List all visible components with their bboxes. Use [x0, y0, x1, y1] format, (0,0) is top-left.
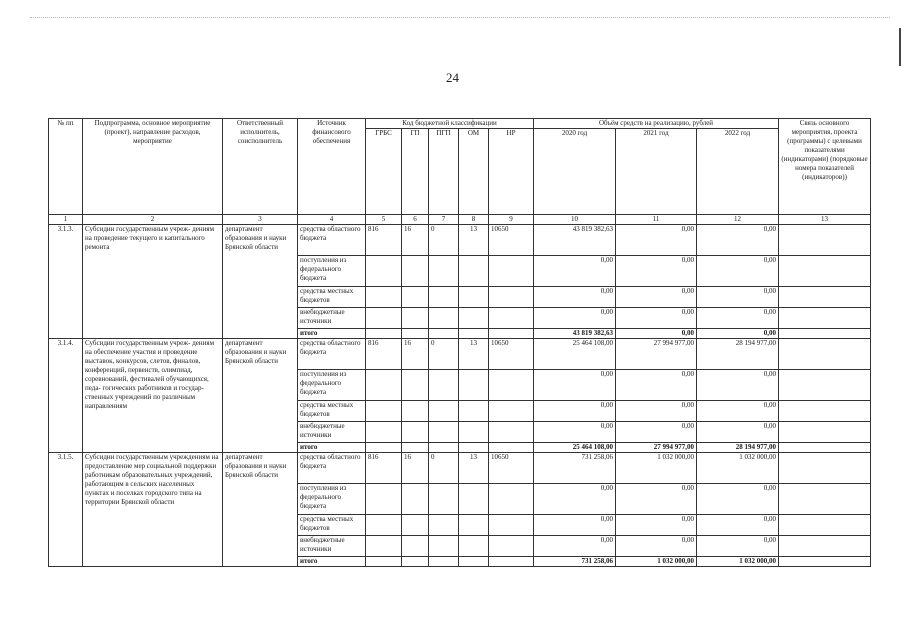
amount-2020: 0,00	[534, 422, 616, 443]
code-pgp: 0	[429, 225, 459, 256]
indicator-link	[779, 453, 871, 484]
source-row	[49, 453, 871, 484]
code-empty	[366, 370, 402, 401]
code-empty	[366, 536, 402, 557]
code-empty	[459, 515, 489, 536]
column-number: 13	[779, 215, 871, 225]
code-gp: 16	[402, 453, 429, 484]
funding-source: средства областного бюджета	[298, 225, 366, 256]
code-empty	[489, 256, 534, 287]
column-number: 1	[49, 215, 83, 225]
code-empty	[402, 370, 429, 401]
funding-source: итого	[298, 443, 366, 453]
code-empty	[402, 515, 429, 536]
header-row	[49, 119, 871, 129]
amount-2022: 28 194 977,00	[697, 339, 779, 370]
header-year-2021: 2021 год	[616, 129, 697, 215]
code-empty	[429, 287, 459, 308]
code-empty	[402, 401, 429, 422]
source-row	[49, 339, 871, 370]
indicator-link	[779, 339, 871, 370]
funding-source: поступления из федерального бюджета	[298, 484, 366, 515]
amount-2020: 0,00	[534, 370, 616, 401]
indicator-link	[779, 401, 871, 422]
code-empty	[489, 370, 534, 401]
code-empty	[459, 401, 489, 422]
code-nr: 10650	[489, 453, 534, 484]
code-empty	[402, 308, 429, 329]
scan-artifact-line	[30, 17, 890, 18]
indicator-link	[779, 287, 871, 308]
funding-source: поступления из федерального бюджета	[298, 370, 366, 401]
funding-source: поступления из федерального бюджета	[298, 256, 366, 287]
column-number: 9	[489, 215, 534, 225]
column-number: 6	[402, 215, 429, 225]
code-om: 13	[459, 225, 489, 256]
header-link: Связь основного мероприятия, проекта (программы) с целевыми показателями (индикаторами) (порядковые номера показателей (индикаторов))	[779, 119, 871, 215]
code-grbs: 816	[366, 339, 402, 370]
amount-2020: 0,00	[534, 401, 616, 422]
amount-2020: 43 819 382,63	[534, 329, 616, 339]
code-empty	[366, 422, 402, 443]
amount-2020: 0,00	[534, 287, 616, 308]
column-number: 12	[697, 215, 779, 225]
code-empty	[489, 484, 534, 515]
amount-2022: 0,00	[697, 329, 779, 339]
code-empty	[429, 536, 459, 557]
code-empty	[459, 536, 489, 557]
header-budget-code: Код бюджетной классификации	[366, 119, 534, 129]
amount-2021: 0,00	[616, 422, 697, 443]
code-empty	[429, 443, 459, 453]
column-number: 5	[366, 215, 402, 225]
amount-2022: 0,00	[697, 287, 779, 308]
budget-table	[48, 118, 871, 567]
amount-2022: 1 032 000,00	[697, 453, 779, 484]
code-empty	[459, 557, 489, 567]
code-empty	[489, 557, 534, 567]
funding-source: внебюджетные источники	[298, 536, 366, 557]
code-empty	[459, 329, 489, 339]
code-nr: 10650	[489, 339, 534, 370]
code-pgp: 0	[429, 339, 459, 370]
code-empty	[459, 484, 489, 515]
item-program: Субсидии государственным учреж- дениям на проведение текущего и капитального ремонта	[83, 225, 223, 339]
amount-2021: 1 032 000,00	[616, 557, 697, 567]
header-year-2022: 2022 год	[697, 129, 779, 215]
code-empty	[429, 484, 459, 515]
code-empty	[366, 401, 402, 422]
funding-source: внебюджетные источники	[298, 422, 366, 443]
amount-2022: 0,00	[697, 515, 779, 536]
code-empty	[366, 287, 402, 308]
code-empty	[429, 401, 459, 422]
amount-2021: 0,00	[616, 401, 697, 422]
column-number: 10	[534, 215, 616, 225]
funding-source: итого	[298, 329, 366, 339]
funding-source: внебюджетные источники	[298, 308, 366, 329]
item-program: Субсидии государственным учреж- дениям на обеспечение участия и проведение выставок, конкурсов, слетов, финалов, конференций, первенств, олимпиад, соревнований, фестивалей обучающихся, педа- гогических работников и государ- ственных учреждений по различным направлениям	[83, 339, 223, 453]
code-empty	[429, 370, 459, 401]
code-empty	[489, 422, 534, 443]
code-empty	[366, 256, 402, 287]
code-empty	[489, 287, 534, 308]
code-empty	[429, 557, 459, 567]
code-empty	[429, 256, 459, 287]
amount-2020: 731 258,06	[534, 453, 616, 484]
code-empty	[402, 443, 429, 453]
indicator-link	[779, 256, 871, 287]
column-number: 7	[429, 215, 459, 225]
code-empty	[489, 536, 534, 557]
code-empty	[366, 484, 402, 515]
amount-2020: 25 464 108,00	[534, 443, 616, 453]
amount-2022: 0,00	[697, 422, 779, 443]
code-empty	[402, 484, 429, 515]
code-empty	[429, 308, 459, 329]
code-empty	[366, 557, 402, 567]
funding-source: средства местных бюджетов	[298, 515, 366, 536]
amount-2020: 0,00	[534, 308, 616, 329]
code-empty	[402, 329, 429, 339]
code-gp: 16	[402, 339, 429, 370]
code-empty	[459, 287, 489, 308]
code-empty	[489, 515, 534, 536]
code-empty	[402, 256, 429, 287]
amount-2022: 0,00	[697, 225, 779, 256]
code-empty	[402, 287, 429, 308]
code-empty	[366, 443, 402, 453]
code-empty	[459, 422, 489, 443]
amount-2022: 1 032 000,00	[697, 557, 779, 567]
code-empty	[459, 443, 489, 453]
code-grbs: 816	[366, 225, 402, 256]
amount-2021: 0,00	[616, 329, 697, 339]
code-empty	[402, 422, 429, 443]
amount-2020: 0,00	[534, 256, 616, 287]
scan-edge-mark	[899, 28, 901, 66]
indicator-link	[779, 515, 871, 536]
header-responsible: Ответственный исполнитель, соисполнитель	[223, 119, 298, 215]
code-pgp: 0	[429, 453, 459, 484]
header-om: ОМ	[459, 129, 489, 215]
code-empty	[459, 370, 489, 401]
amount-2022: 0,00	[697, 308, 779, 329]
amount-2021: 0,00	[616, 308, 697, 329]
amount-2021: 27 994 977,00	[616, 443, 697, 453]
code-empty	[489, 401, 534, 422]
code-nr: 10650	[489, 225, 534, 256]
amount-2022: 0,00	[697, 401, 779, 422]
amount-2021: 0,00	[616, 370, 697, 401]
indicator-link	[779, 225, 871, 256]
indicator-link	[779, 557, 871, 567]
amount-2020: 731 258,06	[534, 557, 616, 567]
item-responsible: департамент образования и науки Брянской области	[223, 339, 298, 453]
code-gp: 16	[402, 225, 429, 256]
amount-2020: 43 819 382,63	[534, 225, 616, 256]
header-grbs: ГРБС	[366, 129, 402, 215]
item-number: 3.1.5.	[49, 453, 83, 567]
amount-2022: 0,00	[697, 256, 779, 287]
indicator-link	[779, 308, 871, 329]
code-empty	[489, 443, 534, 453]
code-grbs: 816	[366, 453, 402, 484]
code-empty	[459, 256, 489, 287]
column-number: 3	[223, 215, 298, 225]
amount-2022: 0,00	[697, 484, 779, 515]
item-responsible: департамент образования и науки Брянской области	[223, 453, 298, 567]
item-responsible: департамент образования и науки Брянской области	[223, 225, 298, 339]
amount-2021: 1 032 000,00	[616, 453, 697, 484]
code-empty	[489, 329, 534, 339]
amount-2021: 0,00	[616, 515, 697, 536]
code-empty	[402, 557, 429, 567]
amount-2021: 0,00	[616, 256, 697, 287]
funding-source: средства областного бюджета	[298, 453, 366, 484]
source-row	[49, 225, 871, 256]
amount-2021: 0,00	[616, 484, 697, 515]
indicator-link	[779, 329, 871, 339]
amount-2020: 25 464 108,00	[534, 339, 616, 370]
indicator-link	[779, 484, 871, 515]
indicator-link	[779, 422, 871, 443]
code-empty	[459, 308, 489, 329]
page-number: 24	[446, 70, 459, 85]
code-empty	[402, 536, 429, 557]
header-year-2020: 2020 год	[534, 129, 616, 215]
column-number: 2	[83, 215, 223, 225]
amount-2022: 28 194 977,00	[697, 443, 779, 453]
indicator-link	[779, 536, 871, 557]
funding-source: средства местных бюджетов	[298, 287, 366, 308]
header-nr: НР	[489, 129, 534, 215]
amount-2021: 0,00	[616, 287, 697, 308]
item-number: 3.1.3.	[49, 225, 83, 339]
header-source: Источник финансового обеспечения	[298, 119, 366, 215]
item-number: 3.1.4.	[49, 339, 83, 453]
amount-2022: 0,00	[697, 536, 779, 557]
code-empty	[489, 308, 534, 329]
column-number: 4	[298, 215, 366, 225]
header-program: Подпрограмма, основное мероприятие (проект), направление расходов, мероприятие	[83, 119, 223, 215]
column-number: 11	[616, 215, 697, 225]
code-empty	[429, 515, 459, 536]
indicator-link	[779, 443, 871, 453]
header-num: № пп	[49, 119, 83, 215]
code-om: 13	[459, 453, 489, 484]
amount-2020: 0,00	[534, 484, 616, 515]
funding-source: итого	[298, 557, 366, 567]
code-empty	[366, 308, 402, 329]
amount-2020: 0,00	[534, 515, 616, 536]
code-empty	[366, 329, 402, 339]
funding-source: средства местных бюджетов	[298, 401, 366, 422]
code-empty	[429, 422, 459, 443]
amount-2022: 0,00	[697, 370, 779, 401]
column-number-row	[49, 215, 871, 225]
header-pgp: ПГП	[429, 129, 459, 215]
column-number: 8	[459, 215, 489, 225]
code-empty	[429, 329, 459, 339]
code-om: 13	[459, 339, 489, 370]
amount-2021: 0,00	[616, 536, 697, 557]
amount-2021: 27 994 977,00	[616, 339, 697, 370]
funding-source: средства областного бюджета	[298, 339, 366, 370]
header-volume: Объём средств на реализацию, рублей	[534, 119, 779, 129]
code-empty	[366, 515, 402, 536]
indicator-link	[779, 370, 871, 401]
item-program: Субсидии государственным учреждениям на предоставление мер социальной поддержки работникам образовательных учреждений, работающим в сельских населенных пунктах и поселках городского типа на территории Брянской области	[83, 453, 223, 567]
amount-2020: 0,00	[534, 536, 616, 557]
amount-2021: 0,00	[616, 225, 697, 256]
header-gp: ГП	[402, 129, 429, 215]
